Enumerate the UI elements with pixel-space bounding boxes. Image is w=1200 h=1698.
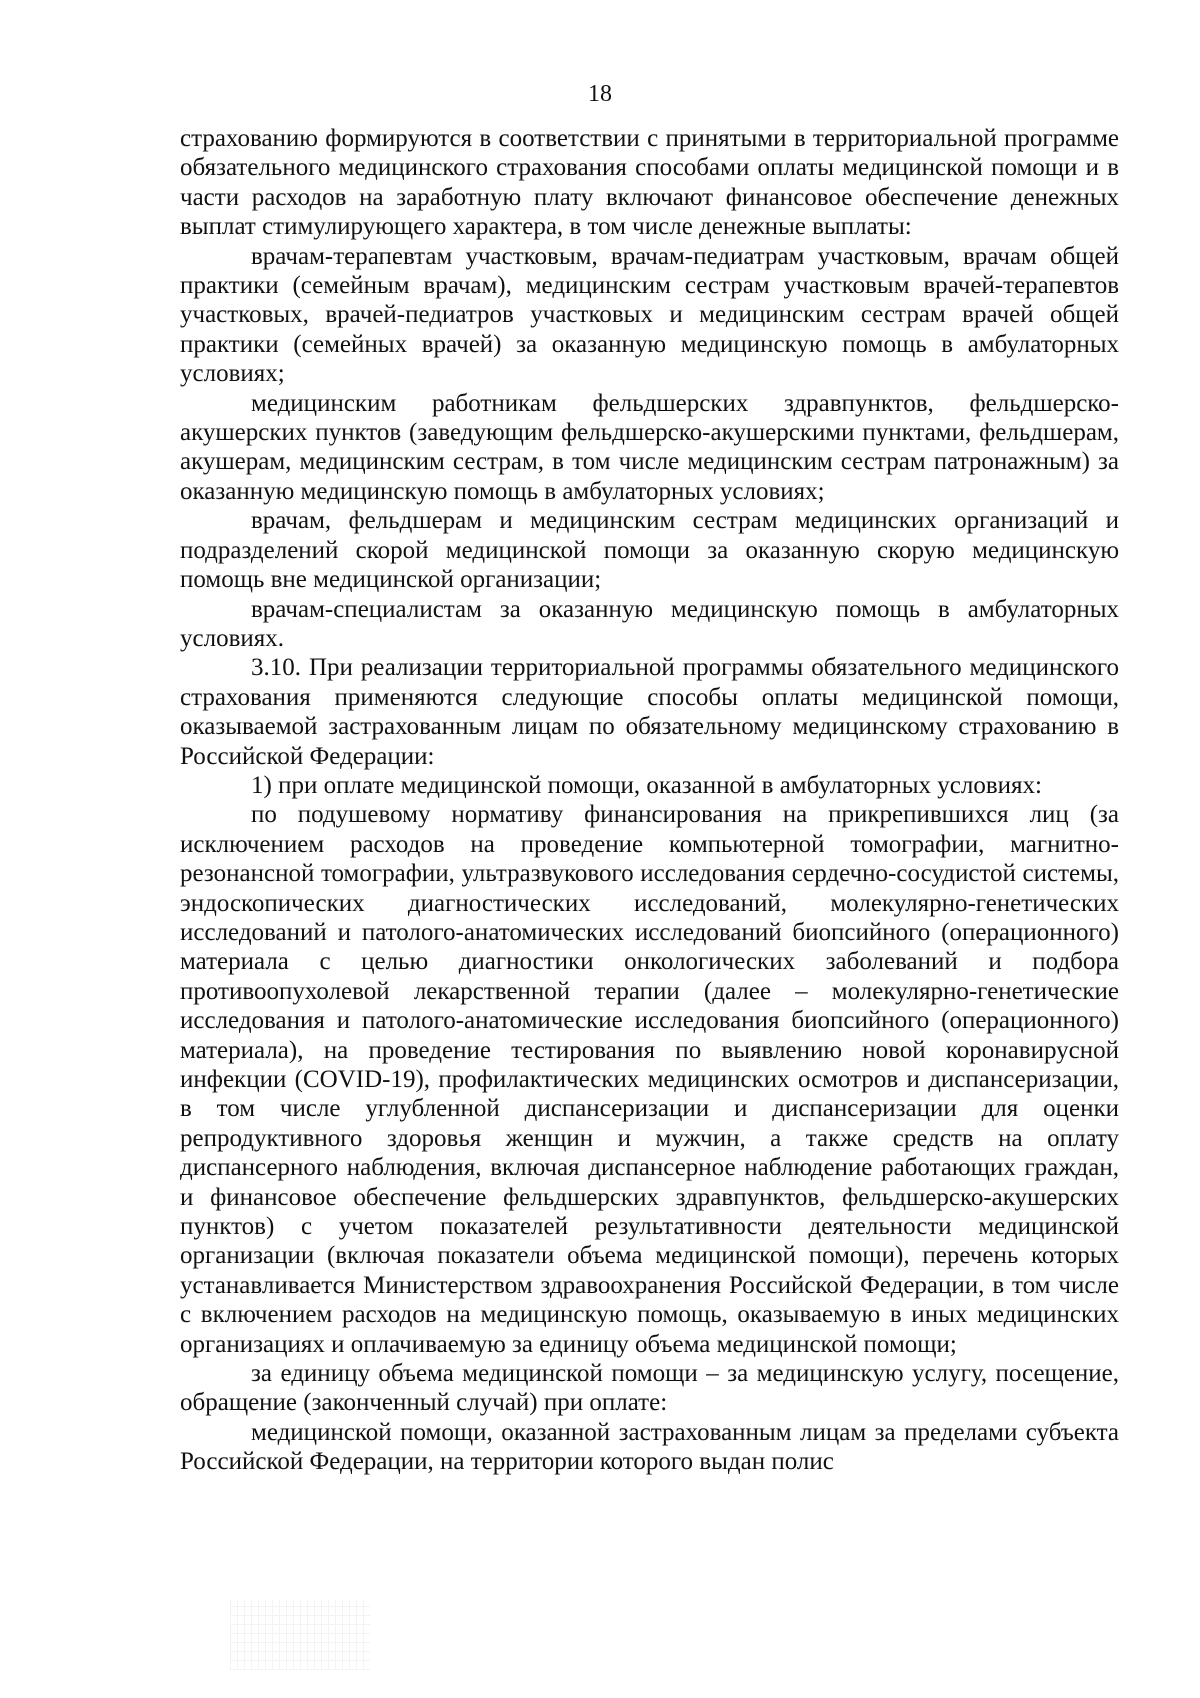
- paragraph-per-capita-standard: по подушевому нормативу финансирования на прикрепившихся лиц (за исключением расходов на проведение компьютерной томографии, магнитно-резонансной томографии, ультразвукового исследования сердечно-сосудистой системы, эндоскопических диагностических исследований, молекулярно-генетических исследований и патолого-анатомических исследований биопсийного (операционного) материала с целью диагностики онкологических заболеваний и подбора противоопухолевой лекарственной терапии (далее – молекулярно-генетические исследования и патолого-анатомические исследования биопсийного (операционного) материала), на проведение тестирования по выявлению новой коронавирусной инфекции (COVID-19), профилактических медицинских осмотров и диспансеризации, в том числе углубленной диспансеризации и диспансеризации для оценки репродуктивного здоровья женщин и мужчин, а также средств на оплату диспансерного наблюдения, включая диспансерное наблюдение работающих граждан, и финансовое обеспечение фельдшерских здравпунктов, фельдшерско-акушерских пунктов) с учетом показателей результативности деятельности медицинской организации (включая показатели объема медицинской помощи), перечень которых устанавливается Министерством здравоохранения Российской Федерации, в том числе с включением расходов на медицинскую помощь, оказываемую в иных медицинских организациях и оплачиваемую за единицу объема медицинской помощи;: [180, 801, 1119, 1358]
- paragraph-unit-of-volume: за единицу объема медицинской помощи – за медицинскую услугу, посещение, обращение (законченный случай) при оплате:: [180, 1360, 1119, 1417]
- paragraph-emergency-staff: врачам, фельдшерам и медицинским сестрам медицинских организаций и подразделений скорой медицинской помощи за оказанную скорую медицинскую помощь вне медицинской организации;: [180, 507, 1119, 594]
- paragraph-feldsher-workers: медицинским работникам фельдшерских здравпунктов, фельдшерско-акушерских пунктов (заведующим фельдшерско-акушерскими пунктами, фельдшерам, акушерам, медицинским сестрам, в том числе медицинским сестрам патронажным) за оказанную медицинскую помощь в амбулаторных условиях;: [180, 389, 1119, 505]
- paragraph-district-doctors: врачам-терапевтам участковым, врачам-педиатрам участковым, врачам общей практики (семейным врачам), медицинским сестрам участковым врачей-терапевтов участковых, врачей-педиатров участковых и медицинским сестрам врачей общей практики (семейных врачей) за оказанную медицинскую помощь в амбулаторных условиях;: [180, 242, 1119, 388]
- paragraph-section-3-10: 3.10. При реализации территориальной программы обязательного медицинского страхования применяются следующие способы оплаты медицинской помощи, оказываемой застрахованным лицам по обязательному медицинскому страхованию в Российской Федерации:: [180, 654, 1119, 770]
- paragraph-outside-region-care: медицинской помощи, оказанной застрахованным лицам за пределами субъекта Российской Федерации, на территории которого выдан полис: [180, 1418, 1119, 1476]
- document-body: [180, 124, 1119, 1477]
- page-number: 18: [588, 81, 612, 107]
- paragraph-specialists: врачам-специалистам за оказанную медицинскую помощь в амбулаторных условиях.: [180, 595, 1119, 652]
- scan-artifact: [230, 1600, 370, 1670]
- paragraph-outpatient-payment: 1) при оплате медицинской помощи, оказанной в амбулаторных условиях:: [251, 771, 1042, 799]
- paragraph-insurance-continuation: страхованию формируются в соответствии с принятыми в территориальной программе обязательного медицинского страхования способами оплаты медицинской помощи и в части расходов на заработную плату включают финансовое обеспечение денежных выплат стимулирующего характера, в том числе денежные выплаты:: [180, 125, 1119, 241]
